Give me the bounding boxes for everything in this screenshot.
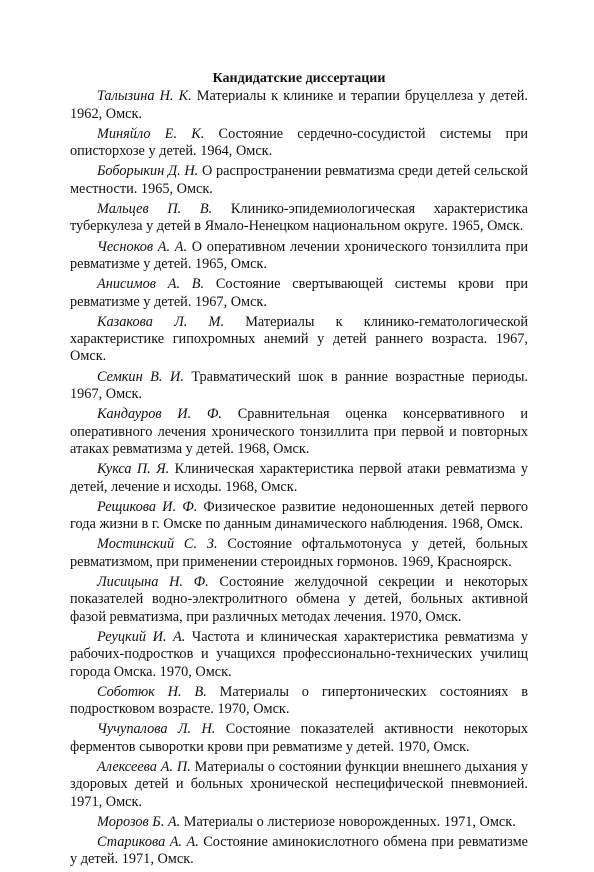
dissertation-entry bbox=[70, 276, 528, 311]
entry-author: Мальцев П. В. bbox=[97, 201, 213, 218]
entry-text: Состояние аминокислотного обмена при ревматизме у детей. 1971, Омск. bbox=[70, 834, 528, 868]
dissertation-entry bbox=[70, 814, 528, 831]
dissertation-entry bbox=[70, 684, 528, 719]
dissertation-entry bbox=[70, 88, 528, 123]
entry-author: Алексеева А. П. bbox=[97, 758, 191, 775]
dissertation-entry bbox=[70, 314, 528, 366]
dissertation-entry bbox=[70, 574, 528, 626]
entry-author: Кандауров И. Ф. bbox=[97, 406, 222, 423]
entry-author: Боборыкин Д. Н. bbox=[97, 163, 199, 180]
entry-author: Талызина Н. К. bbox=[97, 88, 192, 105]
entry-text: Частота и клиническая характеристика ревматизма у рабочих-подростков и учащихся профессионально-технических училищ города Омска. 1970, Омск. bbox=[70, 628, 528, 680]
entry-author: Миняйло Е. К. bbox=[97, 125, 205, 142]
entry-text: Состояние свертывающей системы крови при ревматизме у детей. 1967, Омск. bbox=[70, 276, 528, 310]
dissertation-entry bbox=[70, 163, 528, 198]
section-heading: Кандидатские диссертации bbox=[212, 71, 386, 86]
entry-author: Рещикова И. Ф. bbox=[97, 498, 198, 515]
entry-text: О распространении ревматизма среди детей сельской местности. 1965, Омск. bbox=[70, 163, 528, 197]
entry-text: Материалы к клинико-гематологической характеристике гипохромных анемий у детей раннего возраста. 1967, Омск. bbox=[70, 313, 528, 365]
entry-text: Состояние офтальмотонуса у детей, больных ревматизмом, при применении стероидных гормонов. 1969, Красноярск. bbox=[70, 536, 529, 570]
entry-author: Чучупалова Л. Н. bbox=[97, 721, 216, 738]
entry-text: Травматический шок в ранние возрастные периоды. 1967, Омск. bbox=[70, 368, 528, 403]
entry-author: Семкин В. И. bbox=[97, 368, 184, 385]
entry-text: Материалы о листериозе новорожденных. 1971, Омск. bbox=[180, 813, 516, 830]
entry-author: Кукса П. Я. bbox=[97, 461, 170, 478]
entry-text: Материалы о гипертонических состояниях в подростковом возрасте. 1970, Омск. bbox=[70, 683, 528, 718]
entry-author: Лисицына Н. Ф. bbox=[97, 574, 209, 591]
dissertation-entry bbox=[70, 499, 528, 534]
dissertation-entry bbox=[70, 536, 528, 571]
dissertation-entry bbox=[70, 759, 528, 811]
dissertation-entry bbox=[70, 721, 528, 756]
entry-author: Соботюк Н. В. bbox=[97, 683, 207, 700]
entry-author: Мостинский С. З. bbox=[97, 536, 218, 553]
entry-text: Состояние сердечно-сосудистой системы при описторхозе у детей. 1964, Омск. bbox=[70, 125, 528, 160]
entry-text: Материалы о состоянии функции внешнего дыхания у здоровых детей и больных хронической неспецифической пневмонией. 1971, Омск. bbox=[70, 758, 528, 810]
entry-text: Состояние показателей активности некоторых ферментов сыворотки крови при ревматизме у детей. 1970, Омск. bbox=[70, 721, 528, 755]
entry-author: Реуцкий И. А. bbox=[97, 628, 186, 645]
entry-text: Физическое развитие недоношенных детей первого года жизни в г. Омске по данным динамического наблюдения. 1968, Омск. bbox=[70, 498, 528, 533]
entry-author: Анисимов А. В. bbox=[97, 276, 205, 293]
entry-author: Старикова А. А. bbox=[97, 834, 199, 851]
dissertation-entry bbox=[70, 406, 528, 458]
dissertation-entry bbox=[70, 239, 528, 274]
dissertation-entry bbox=[70, 369, 528, 404]
entry-author: Морозов Б. А. bbox=[97, 813, 181, 830]
entry-text: Клиническая характеристика первой атаки ревматизма у детей, лечение и исходы. 1968, Омск. bbox=[70, 461, 528, 495]
entry-author: Чесноков А. А. bbox=[97, 238, 188, 255]
entry-text: Сравнительная оценка консервативного и оперативного лечения хронического тонзиллита при первой и повторных атаках ревматизма у детей. 1968, Омск. bbox=[70, 406, 528, 457]
entry-text: Клинико-эпидемиологическая характеристика туберкулеза у детей в Ямало-Ненецком национальном округе. 1965, Омск. bbox=[70, 201, 528, 235]
dissertation-entry bbox=[70, 834, 528, 869]
dissertation-entry bbox=[70, 629, 528, 681]
dissertation-entry bbox=[70, 126, 528, 161]
dissertation-entry bbox=[70, 201, 528, 236]
dissertation-list bbox=[70, 88, 528, 868]
dissertation-entry bbox=[70, 461, 528, 496]
entry-text: Состояние желудочной секреции и некоторых показателей водно-электролитного обмена у детей, больных активной фазой ревматизма, при различных методах лечения. 1970, Омск. bbox=[70, 574, 528, 625]
document-page bbox=[70, 70, 528, 872]
entry-text: Материалы к клинике и терапии бруцеллеза у детей. 1962, Омск. bbox=[70, 88, 528, 122]
entry-text: О оперативном лечении хронического тонзиллита при ревматизме у детей. 1965, Омск. bbox=[70, 238, 528, 272]
entry-author: Казакова Л. М. bbox=[97, 313, 225, 330]
